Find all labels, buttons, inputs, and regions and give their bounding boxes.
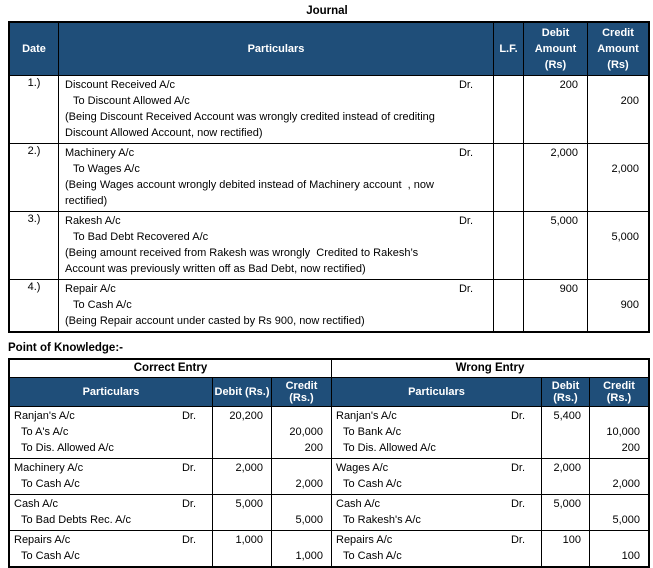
amount-blank	[590, 408, 648, 424]
debit-amount: 20,200	[229, 410, 263, 422]
point-of-knowledge-row	[10, 530, 648, 566]
amount-blank	[588, 313, 648, 329]
wrong-entry-particulars	[331, 459, 541, 494]
debit-amount: 5,000	[553, 498, 581, 510]
correct-entry-group-title: Correct Entry	[133, 362, 208, 374]
particulars-line	[332, 408, 541, 424]
particulars-text: Account was previously written off as Bad Debt, now rectified)	[65, 263, 366, 275]
wrong-entry-particulars	[331, 495, 541, 530]
correct-entry-credit-column	[271, 531, 331, 566]
dr-marker: Dr.	[458, 79, 473, 91]
amount-blank	[542, 424, 589, 440]
particulars-line	[332, 460, 541, 476]
column-header-date: Date	[10, 23, 58, 75]
entry-date: 2.)	[27, 145, 41, 157]
particulars-line	[59, 297, 493, 313]
particulars-line	[59, 213, 493, 229]
particulars-line	[59, 313, 493, 329]
particulars-line	[59, 177, 493, 193]
particulars-text: To Rakesh's A/c	[343, 514, 421, 526]
debit-amount: 200	[559, 79, 578, 91]
point-of-knowledge-header-row	[10, 377, 648, 406]
wrong-entry-credit-column	[589, 459, 648, 494]
wrong-entry-particulars	[331, 407, 541, 458]
dr-marker: Dr.	[458, 283, 473, 295]
particulars-text: Repair A/c	[65, 283, 116, 295]
amount-blank	[213, 476, 271, 492]
point-of-knowledge-table-body	[10, 406, 648, 566]
amount-blank	[524, 261, 587, 277]
point-of-knowledge-heading: Point of Knowledge:-	[8, 342, 123, 354]
wrong-entry-credit-column	[589, 531, 648, 566]
particulars-text: Repairs A/c	[336, 534, 393, 546]
particulars-text: (Being Wages account wrongly debited instead of Machinery account , now	[65, 179, 434, 191]
particulars-line	[332, 548, 541, 564]
entry-lf	[493, 144, 523, 211]
entry-lf	[493, 76, 523, 143]
correct-entry-credit-column	[271, 459, 331, 494]
dr-marker: Dr.	[181, 534, 196, 546]
particulars-text: To Cash A/c	[21, 478, 80, 490]
particulars-text: To Cash A/c	[21, 550, 80, 562]
correct-entry-particulars	[10, 495, 212, 530]
amount-blank	[524, 193, 587, 209]
wrong-entry-credit-column	[589, 407, 648, 458]
wrong-entry-debit-column	[541, 495, 589, 530]
debit-amount: 5,000	[550, 215, 578, 227]
wrong-column-header-debit: Debit (Rs.)	[541, 377, 589, 406]
particulars-line	[59, 245, 493, 261]
entry-date: 4.)	[27, 281, 41, 293]
amount-blank	[524, 313, 587, 329]
column-header-credit-amount: Credit Amount (Rs)	[587, 23, 648, 75]
journal-table	[8, 21, 650, 333]
debit-amount: 1,000	[235, 534, 263, 546]
point-of-knowledge-table	[8, 358, 650, 568]
particulars-text: To Dis. Allowed A/c	[343, 442, 436, 454]
entry-particulars	[58, 144, 493, 211]
dr-marker: Dr.	[510, 498, 525, 510]
particulars-text: To Cash A/c	[343, 550, 402, 562]
particulars-text: rectified)	[65, 195, 108, 207]
dr-marker: Dr.	[510, 410, 525, 422]
entry-credit-column	[587, 144, 648, 211]
amount-blank	[588, 77, 648, 93]
dr-marker: Dr.	[181, 462, 196, 474]
correct-column-header-credit: Credit (Rs.)	[271, 377, 331, 406]
debit-amount: 100	[562, 534, 581, 546]
particulars-text: (Being Repair account under casted by Rs 900, now rectified)	[65, 315, 365, 327]
entry-particulars	[58, 280, 493, 331]
journal-table-body	[10, 75, 648, 331]
particulars-text: To Discount Allowed A/c	[73, 95, 190, 107]
amount-blank	[524, 229, 587, 245]
particulars-line	[332, 496, 541, 512]
particulars-line	[10, 424, 212, 440]
particulars-line	[59, 145, 493, 161]
correct-column-header-particulars: Particulars	[10, 377, 212, 406]
point-of-knowledge-row	[10, 406, 648, 458]
particulars-line	[10, 512, 212, 528]
particulars-text: To A's A/c	[21, 426, 69, 438]
entry-debit-column	[523, 76, 587, 143]
wrong-column-header-credit: Credit (Rs.)	[589, 377, 648, 406]
particulars-text: Wages A/c	[336, 462, 389, 474]
correct-entry-debit-column	[212, 495, 271, 530]
amount-blank	[588, 177, 648, 193]
particulars-text: (Being Discount Received Account was wrongly credited instead of crediting	[65, 111, 435, 123]
correct-entry-debit-column	[212, 459, 271, 494]
entry-credit-column	[587, 212, 648, 279]
credit-amount: 2,000	[612, 478, 640, 490]
amount-blank	[272, 532, 331, 548]
particulars-text: Ranjan's A/c	[14, 410, 75, 422]
wrong-entry-debit-column	[541, 459, 589, 494]
credit-amount: 100	[621, 550, 640, 562]
particulars-text: To Dis. Allowed A/c	[21, 442, 114, 454]
correct-column-header-debit: Debit (Rs.)	[212, 377, 271, 406]
journal-entry-row	[10, 75, 648, 143]
wrong-column-header-particulars: Particulars	[331, 377, 541, 406]
amount-blank	[588, 145, 648, 161]
particulars-line	[332, 424, 541, 440]
credit-amount: 200	[621, 442, 640, 454]
particulars-line	[332, 476, 541, 492]
amount-blank	[272, 408, 331, 424]
amount-blank	[588, 261, 648, 277]
debit-amount: 5,000	[235, 498, 263, 510]
wrong-entry-debit-column	[541, 407, 589, 458]
particulars-line	[59, 93, 493, 109]
debit-amount: 2,000	[550, 147, 578, 159]
amount-blank	[524, 177, 587, 193]
amount-blank	[213, 424, 271, 440]
credit-amount: 200	[620, 95, 639, 107]
entry-date: 1.)	[27, 77, 41, 89]
particulars-line	[10, 408, 212, 424]
particulars-text: To Wages A/c	[73, 163, 140, 175]
particulars-text: Ranjan's A/c	[336, 410, 397, 422]
particulars-line	[10, 532, 212, 548]
particulars-line	[59, 161, 493, 177]
column-header-particulars: Particulars	[58, 23, 493, 75]
debit-amount: 2,000	[235, 462, 263, 474]
particulars-text: Machinery A/c	[65, 147, 135, 159]
credit-amount: 10,000	[606, 426, 640, 438]
amount-blank	[542, 476, 589, 492]
particulars-text: (Being amount received from Rakesh was wrongly Credited to Rakesh’s	[65, 247, 419, 259]
dr-marker: Dr.	[181, 410, 196, 422]
correct-entry-credit-column	[271, 407, 331, 458]
amount-blank	[588, 213, 648, 229]
correct-entry-debit-column	[212, 531, 271, 566]
particulars-line	[332, 512, 541, 528]
amount-blank	[588, 245, 648, 261]
credit-amount: 1,000	[295, 550, 323, 562]
point-of-knowledge-row	[10, 458, 648, 494]
column-header-debit-amount: Debit Amount (Rs)	[523, 23, 587, 75]
correct-entry-debit-column	[212, 407, 271, 458]
entry-lf	[493, 212, 523, 279]
amount-blank	[542, 512, 589, 528]
particulars-line	[59, 125, 493, 141]
particulars-text: To Bad Debts Rec. A/c	[21, 514, 132, 526]
entry-debit-column	[523, 280, 587, 331]
amount-blank	[588, 125, 648, 141]
amount-blank	[588, 193, 648, 209]
particulars-line	[332, 532, 541, 548]
credit-amount: 5,000	[612, 514, 640, 526]
wrong-entry-debit-column	[541, 531, 589, 566]
particulars-line	[59, 193, 493, 209]
particulars-text: Cash A/c	[336, 498, 381, 510]
particulars-line	[10, 548, 212, 564]
journal-entry-row	[10, 211, 648, 279]
entry-lf	[493, 280, 523, 331]
correct-entry-particulars	[10, 459, 212, 494]
credit-amount: 900	[620, 299, 639, 311]
particulars-text: Discount Allowed Account, now rectified)	[65, 127, 263, 139]
dr-marker: Dr.	[458, 147, 473, 159]
particulars-line	[59, 109, 493, 125]
amount-blank	[542, 440, 589, 456]
particulars-text: To Cash A/c	[343, 478, 402, 490]
credit-amount: 5,000	[611, 231, 639, 243]
wrong-entry-particulars	[331, 531, 541, 566]
credit-amount: 200	[304, 442, 323, 454]
dr-marker: Dr.	[510, 462, 525, 474]
particulars-line	[10, 476, 212, 492]
entry-credit-column	[587, 280, 648, 331]
amount-blank	[590, 496, 648, 512]
credit-amount: 2,000	[295, 478, 323, 490]
correct-entry-particulars	[10, 531, 212, 566]
wrong-entry-credit-column	[589, 495, 648, 530]
particulars-line	[10, 496, 212, 512]
amount-blank	[542, 548, 589, 564]
correct-entry-credit-column	[271, 495, 331, 530]
particulars-text: To Cash A/c	[73, 299, 132, 311]
amount-blank	[524, 245, 587, 261]
amount-blank	[524, 161, 587, 177]
particulars-line	[10, 440, 212, 456]
particulars-text: To Bank A/c	[343, 426, 402, 438]
wrong-entry-group-title: Wrong Entry	[331, 360, 648, 377]
particulars-line	[332, 440, 541, 456]
debit-amount: 900	[559, 283, 578, 295]
particulars-text: Machinery A/c	[14, 462, 84, 474]
amount-blank	[272, 496, 331, 512]
column-header-lf: L.F.	[493, 23, 523, 75]
particulars-line	[59, 281, 493, 297]
dr-marker: Dr.	[510, 534, 525, 546]
particulars-line	[59, 261, 493, 277]
dr-marker: Dr.	[181, 498, 196, 510]
credit-amount: 5,000	[295, 514, 323, 526]
entry-credit-column	[587, 76, 648, 143]
particulars-text: Rakesh A/c	[65, 215, 121, 227]
particulars-text: Discount Received A/c	[65, 79, 176, 91]
amount-blank	[524, 125, 587, 141]
particulars-line	[10, 460, 212, 476]
entry-group-header-row	[10, 360, 648, 377]
journal-table-header-row	[10, 23, 648, 75]
amount-blank	[213, 512, 271, 528]
amount-blank	[588, 109, 648, 125]
amount-blank	[213, 440, 271, 456]
page-title: Journal	[306, 5, 348, 17]
entry-date: 3.)	[27, 213, 41, 225]
particulars-line	[59, 229, 493, 245]
amount-blank	[213, 548, 271, 564]
amount-blank	[524, 297, 587, 313]
particulars-line	[59, 77, 493, 93]
debit-amount: 5,400	[553, 410, 581, 422]
entry-particulars	[58, 212, 493, 279]
entry-debit-column	[523, 212, 587, 279]
dr-marker: Dr.	[458, 215, 473, 227]
amount-blank	[588, 281, 648, 297]
journal-entry-row	[10, 279, 648, 331]
entry-particulars	[58, 76, 493, 143]
particulars-text: Cash A/c	[14, 498, 59, 510]
credit-amount: 2,000	[611, 163, 639, 175]
particulars-text: To Bad Debt Recovered A/c	[73, 231, 209, 243]
journal-entry-row	[10, 143, 648, 211]
amount-blank	[590, 460, 648, 476]
correct-entry-particulars	[10, 407, 212, 458]
credit-amount: 20,000	[289, 426, 323, 438]
particulars-text: Repairs A/c	[14, 534, 71, 546]
amount-blank	[590, 532, 648, 548]
entry-debit-column	[523, 144, 587, 211]
amount-blank	[524, 109, 587, 125]
amount-blank	[524, 93, 587, 109]
amount-blank	[272, 460, 331, 476]
debit-amount: 2,000	[553, 462, 581, 474]
point-of-knowledge-row	[10, 494, 648, 530]
